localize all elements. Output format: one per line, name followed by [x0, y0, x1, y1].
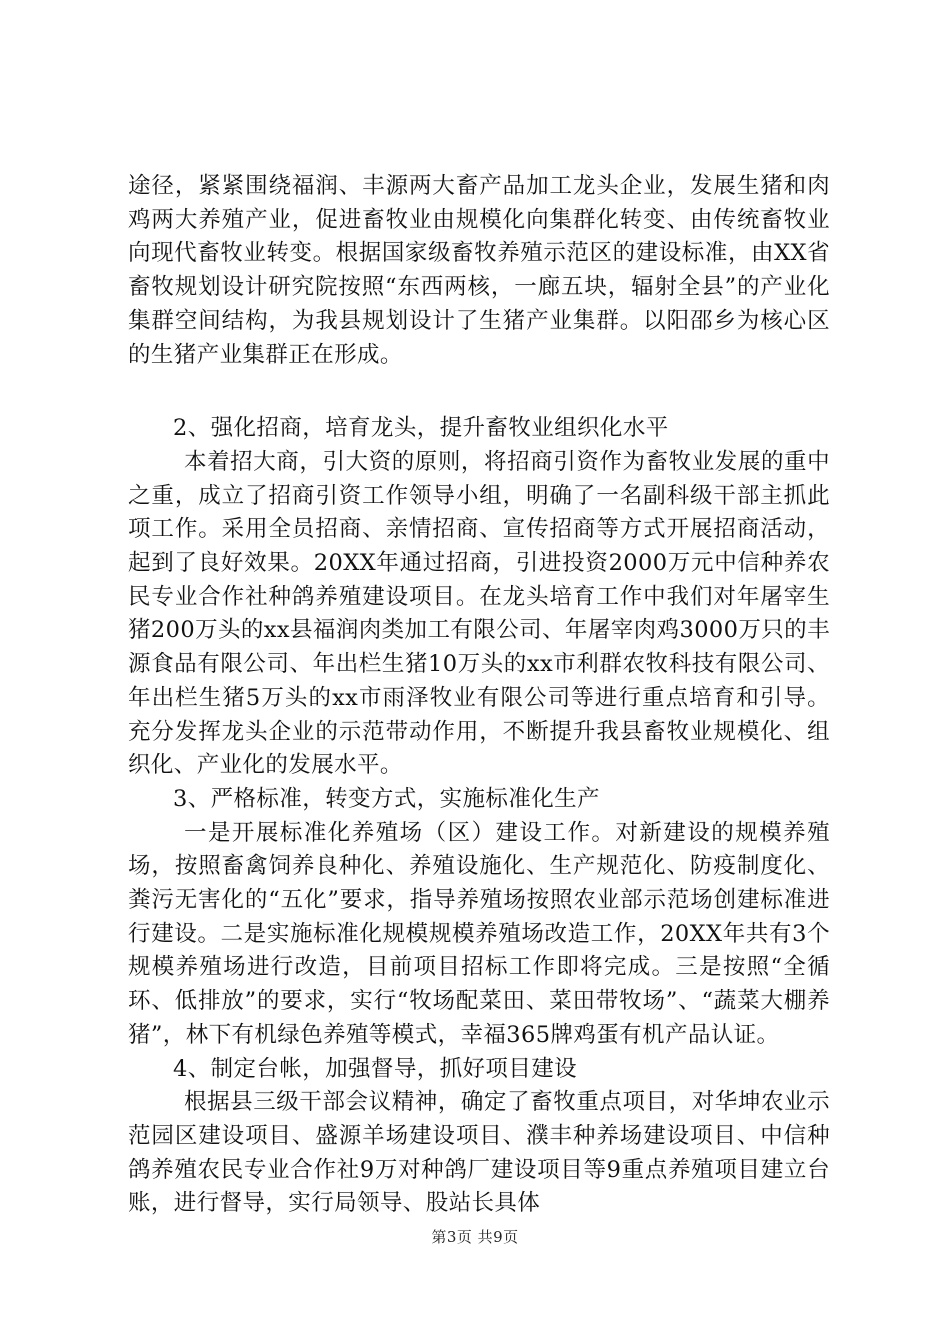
paragraph-spacer [128, 372, 830, 412]
paragraph-projects: 根据县三级干部会议精神，确定了畜牧重点项目，对华坤农业示范园区建设项目、盛源羊场建设项目、濮丰种养场建设项目、中信种鸽养殖农民专业合作社9万对种鸽厂建设项目等9重点养殖项目建立台账，进行督导，实行局领导、股站长具体 [128, 1089, 830, 1217]
document-body [128, 170, 830, 1221]
section-heading-4: 4、制定台帐，加强督导，抓好项目建设 [173, 1055, 578, 1082]
section-heading-2: 2、强化招商，培育龙头，提升畜牧业组织化水平 [173, 415, 669, 442]
paragraph-continuation: 途径，紧紧围绕福润、丰源两大畜产品加工龙头企业，发展生猪和肉鸡两大养殖产业，促进畜牧业由规模化向集群化转变、由传统畜牧业向现代畜牧业转变。根据国家级畜牧养殖示范区的建设标准，由XX省畜牧规划设计研究院按照“东西两核，一廊五块，辐射全县”的产业化集群空间结构，为我县规划设计了生猪产业集群。以阳邵乡为核心区的生猪产业集群正在形成。 [128, 173, 830, 368]
page-number-footer: 第3页 共9页 [431, 1228, 519, 1246]
paragraph-standardization: 一是开展标准化养殖场（区）建设工作。对新建设的规模养殖场，按照畜禽饲养良种化、养殖设施化、生产规范化、防疫制度化、粪污无害化的“五化”要求，指导养殖场按照农业部示范场创建标准进行建设。二是实施标准化规模规模养殖场改造工作，20XX年共有3个规模养殖场进行改造，目前项目招标工作即将完成。三是按照“全循环、低排放”的要求，实行“牧场配菜田、菜田带牧场”、“蔬菜大棚养猪”，林下有机绿色养殖等模式，幸福365牌鸡蛋有机产品认证。 [128, 819, 830, 1048]
paragraph-investment: 本着招大商，引大资的原则，将招商引资作为畜牧业发展的重中之重，成立了招商引资工作领导小组，明确了一名副科级干部主抓此项工作。采用全员招商、亲情招商、宣传招商等方式开展招商活动，起到了良好效果。20XX年通过招商，引进投资2000万元中信种养农民专业合作社种鸽养殖建设项目。在龙头培育工作中我们对年屠宰生猪200万头的xx县福润肉类加工有限公司、年屠宰肉鸡3000万只的丰源食品有限公司、年出栏生猪10万头的xx市利群农牧科技有限公司、年出栏生猪5万头的xx市雨泽牧业有限公司等进行重点培育和引导。充分发挥龙头企业的示范带动作用，不断提升我县畜牧业规模化、组织化、产业化的发展水平。 [128, 448, 830, 779]
section-heading-3: 3、严格标准，转变方式，实施标准化生产 [173, 785, 600, 812]
